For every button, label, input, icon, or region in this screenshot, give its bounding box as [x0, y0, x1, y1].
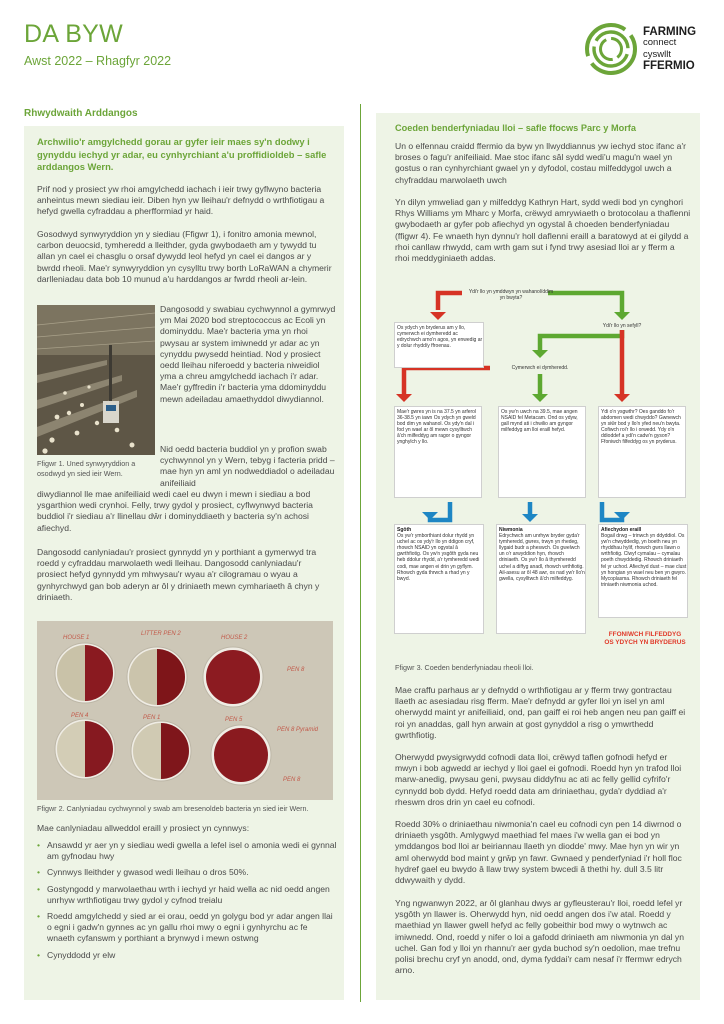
scour-text: Os yw'r ymborthiant dolur rhydd yn uchel ac os ydy'r llo yn ddigon cryf, rhowch NSAID yn ogystal â gwrthfiotig. Os yw'n ysgôth gyda neu heb ddolur rhydd, a'r tymheredd wedi codi, mae angen ei drin yn gyflym. Rhowch gyda thrwch a rhad yn y bwyd. — [397, 533, 480, 582]
key-results-list — [37, 840, 337, 966]
arrow-green-q2-yes — [540, 330, 622, 352]
right-para-4: Oherwydd pwysigrwydd cofnodi data lloi, crëwyd taflen gofnodi hefyd er mwyn i bob agwedd ar iechyd y lloi gael ei gofnodi. Roedd hyn yn trafod lloi marw-anedig, pwysau geni, pwysau diddyfnu ac ati ac felly gellid cyfrifo'r cynnydd bob dydd. Hefyd roedd data am driniaethau, gyda'r dyddiad a'r rheswm dros drin yn cael eu cofnodi. — [395, 752, 682, 807]
farming-connect-logo — [584, 22, 704, 78]
calf-decision-tree — [390, 284, 690, 657]
logo-line-1: FARMING — [643, 26, 697, 38]
page-title: DA BYW — [24, 20, 124, 48]
logo-line-3: cyswllt — [643, 49, 671, 61]
list-item: • Gostyngodd y marwolaethau wrth i iechyd yr haid wella ac nid oedd angen unrhyw wrthfiotigau trwy gydol y cyfnod treialu — [37, 884, 337, 906]
left-para-5: diwydiannol lle mae anifeiliaid wedi cael eu dwyn i mewn i siediau a bod ysgarthion wedi crynhoi. Felly, trwy gydol y prosiect, cyflwynwyd bacteria buddiol i'r siediau a'r llinellau dŵr i dominyddiaeth y bacteria sy'n achosi afiechyd. — [37, 489, 313, 533]
flow-question-2: Ydi'r llo yn sefyll? — [602, 323, 642, 329]
figure-2-caption: Ffigwr 2. Canlyniadau cychwynnol y swab am bresenoldeb bacteria yn sied ieir Wern. — [37, 804, 309, 813]
plate-label-6: PEN 5 — [225, 717, 243, 723]
flow-box-check-text: Ydi o'n ysgwthr? Oes ganddo fo'r abdomen wedi chwyddo? Gwnewch yn siŵr bod y llo'n yfed neu'n bwyta. Cofiwch roi'r llo i orwedd. Ydy o'n ddioddef a ydi'n cadw'n gyson? Ffoniwch filfeddyg os yn pryderus. — [601, 409, 681, 446]
other-text: Bogail drwg – trinwch yn ddyddiol. Os yw'n chwyddedig, yn boeth neu yn rhyddhau hylif, rhowch gwrs llawn o wrthfiotig. Clwyf cymalau – cymalau poeth chwyddedig. Rhowch driniaeth fel yr uchod. Afiechyd dust – mae clust yn hongian yn wael neu ben yn gwyro. Mycoplasma. Rhowch driniaeth fel triniaeth niwmonia uchod. — [601, 533, 687, 588]
plate-label-1: HOUSE 1 — [63, 635, 90, 641]
swab-plates-photo — [37, 621, 333, 800]
arrow-red-q1-no — [438, 293, 462, 310]
flow-question-1: Ydi'r llo yn ymddwyn yn wahanol/ddim yn bwyta? — [468, 289, 554, 302]
list-item: • Ansawdd yr aer yn y siediau wedi gwella a lefel isel o amonia wedi ei gynnal am gyfnodau hwy — [37, 840, 337, 862]
right-para-6: Yng ngwanwyn 2022, ar ôl glanhau dwys ar gyfleusterau'r lloi, roedd lefel yr ysgôth yn llawer is. Oherwydd hyn, nid oedd angen dos i'w atal. Roedd y maethiad yn llawer gwell hefyd ac felly gobeithir bod mwy o wytnwch ac imiwnedd. Ond, roedd y nifer o loi a gafodd driniaeth am niwmonia yn dal yn uchel. Gan fod y lloi yn rhannu'r aer gyda buchod sy'n oedolion, mae trefnu polisi brechu cryf yn anodd, ond, dyma fyddai'r cam nesaf i'r ffermwr edrych arno. — [395, 898, 685, 976]
right-para-5: Roedd 30% o driniaethau niwmonia'n cael eu cofnodi cyn pen 14 diwrnod o driniaeth ysgôth. Amlygwyd maethiad fel maes i'w wella gan ei bod yn ymddangos bod lloi ar beiriannau llaeth yn diodde' mwy. Mae hyn yn wir yn aml oherwydd bod maint y grŵp yn fawr. Gwnaed y penderfyniad i'r holl floc hydref gael eu bwydo â llaw trwy system bwcedi â thethi hy. dull 3.5 litr ddwywaith y dydd. — [395, 819, 682, 886]
left-para-2: Gosodwyd synwyryddion yn y siediau (Ffigwr 1), i fonitro amonia mewnol, carbon deuocsid, tymheredd a lleithder, gyda gwybodaeth am y tywydd tu allan yn cael ei chasglu o orsaf dywydd leol hefyd yn cael ei dangos ar y bwrdd rheoli. Mae'r synwyryddion yn cysylltu trwy borth LoRaWAN a chymerir darlleniadau data bob 10 munud a'u harddangos ar fwrdd rheoli ar-lein. — [37, 229, 332, 284]
flow-question-3: Cymerwch ei dymheredd. — [511, 365, 569, 371]
left-para-3: Dangosodd y swabiau cychwynnol a gymrwyd ym Mai 2020 bod streptococcus ac Ecoli yn dominyddu. Mae'r bacteria yma yn rhoi pwysau ar system imiwnedd yr adar ac yn cynyddu pwysedd heintiad. Nod y prosiect oedd lleihau niferoedd y bacteria niweidiol yma a chreu amgylchedd iachach i'r adar. Mae'r gyffredin i'r bacteria yma ddominyddu mewn adeiladau amaethyddol diwydiannol. — [160, 304, 336, 404]
flow-box-pneumonia-content — [499, 527, 585, 582]
arrow-blue-left — [430, 502, 450, 520]
logo-line-4: FFERMIO — [643, 60, 695, 72]
logo-wordmark — [643, 26, 696, 72]
pneumonia-title: Niwmonia — [499, 527, 523, 533]
list-item: • Cynnwys lleithder y gwasod wedi lleihau o dros 50%. — [37, 867, 337, 878]
left-para-1: Prif nod y prosiect yw rhoi amgylchedd iachach i ieir trwy gyflwyno bacteria anheintus mewn siediau ieir. Diben hyn yw lleihau'r defnydd o wrthfiotigau a hefyd gwella cyfraddau a pherfformiad yr haid. — [37, 184, 325, 217]
left-para-4: Nid oedd bacteria buddiol yn y profion swab cychwynnol yn y Wern, tebyg i facteria pridd – mae hyn yn aml yn nodweddiadol o adeiladau anifeiliaid — [160, 444, 335, 488]
ring-logo-icon — [584, 22, 638, 76]
pneumonia-text: Edrychwch am unrhyw bryder gyda'r tymheredd, gwres, trwyn yn rhedeg, llygaid budr a pheswch. Os gwelwch un o'r arwyddion hyn, rhowch driniaeth. Os yw'r llo â thymheredd uchel a diffyg anadl, rhowch wrthfiotig. Ail-asesu ar ôl 48 awr, os nad yw'r llo'n gwella, cysylltwch â'ch milfeddyg. — [499, 533, 585, 582]
figure-3-caption: Ffigwr 3. Coeden benderfyniadau rheoli lloi. — [395, 663, 534, 672]
other-title: Afiechydon eraill — [601, 527, 642, 533]
right-para-3: Mae craffu parhaus ar y defnydd o wrthfiotigau ar y fferm trwy gontractau llaeth ac asesiadau risg fferm. Mae'r defnydd ar gyfer lloi yn isel yn aml oherwydd maint yr anifeiliaid, ond, pan gaiff ei roi heb angen neu pan gaiff ei roi yn anaddas, gall hyn arwain at gost gynyddol a risg o ymwrthedd gwrthfiotig. — [395, 685, 686, 740]
plate-label-3: HOUSE 2 — [221, 635, 248, 641]
scour-title: Sgôth — [397, 527, 412, 533]
left-lead: Archwilio'r amgylchedd gorau ar gyfer ieir maes sy'n dodwy i gynyddu iechyd yr adar, eu cynhyrchiant a'u proffidioldeb – safle arddangos Wern. — [37, 136, 327, 173]
sensor-unit-photo — [37, 305, 155, 455]
arrow-blue-right — [602, 502, 622, 520]
right-para-1: Un o elfennau craidd ffermio da byw yn llwyddiannus yw iechyd stoc ifanc a'r broses o fagu'r anifeiliaid. Mae stoc ifanc sâl sydd wedi'u magu'n wael yn gostus o ran cynhyrchiant gwael yn y dyfodol, costau milfeddygol uwch a chyfraddau marwolaeth uwch — [395, 141, 686, 185]
figure-1-caption: Ffigwr 1. Uned synwyryddion a osodwyd yn sied ieir Wern. — [37, 459, 136, 478]
list-item: • Roedd amgylchedd y sied ar ei orau, oedd yn golygu bod yr adar angen llai o egni i gadw'n gynnes ac yn gallu rhoi mwy o egni i gynhyrchu ac fe wnaeth cyfanswm y porthiant a brynwyd i mewn ostwng — [37, 911, 337, 945]
flow-box-concern-text: Os ydych yn bryderus am y llo, cymerwch ei dymheredd ac edrychwch arno'n agos, yn enwedig ar y dolur rhydd/y ffroenau. — [397, 325, 483, 350]
call-vet-note: FFONIWCH FILFEDDYG OS YDYCH YN BRYDERUS — [604, 631, 686, 646]
plate-label-9: PEN 8 — [283, 777, 301, 783]
left-section-title: Rhwydwaith Arddangos — [24, 108, 138, 119]
left-para-7: Mae canlyniadau allweddol eraill y prosiect yn cynnwys: — [37, 823, 250, 833]
flow-box-temp-high-text: Os yw'n uwch na 39.5, mae angen NSAID fel Metacam. Ond os ydyw, gall mynd ati i chwilio am gyngor milfeddyg am lloi eraill hefyd. — [501, 409, 578, 434]
right-para-2: Yn dilyn ymweliad gan y milfeddyg Kathryn Hart, sydd wedi bod yn cynghori Rhys Williams ym Mharc y Morfa, crëwyd amrywiaeth o brotocolau a thaflenni gwybodaeth ar gyfer pob afiechyd yn ogystal â choeden benderfyniadau (ffigwr 4). Fe wnaeth hyn dynnu'r holl daflenni eraill a baratowyd at ei gilydd a rhoi canllaw rhwydd, cam wrth gam sut i fynd trwy asesiad lloi ar y fferm a rhoi meddyginiaeth addas. — [395, 197, 691, 264]
plate-label-8: PEN 8 Pyramid — [277, 727, 319, 733]
issue-date: Awst 2022 – Rhagfyr 2022 — [24, 54, 172, 68]
list-item: • Cynyddodd yr elw — [37, 950, 337, 961]
flow-box-temp-low-text: Mae'r gwres yn is na 37.5 yn arferol 36-38.5 yn iawn Os ydych yn gweld bod dim yn wahanol. Os ydy'n dal i fod yn wael ar ôl mewn cysylltwch â'ch milfeddyg am ragor o gyngor ynghylch y llo. — [397, 409, 477, 446]
logo-line-2: connect — [643, 37, 677, 49]
plate-label-2: LITTER PEN 2 — [141, 631, 181, 637]
flow-box-scour-content — [397, 527, 483, 582]
column-divider — [360, 104, 361, 1002]
plate-label-4: PEN 4 — [71, 713, 89, 719]
right-section-title: Coeden benderfyniadau lloi – safle ffocws Parc y Morfa — [395, 123, 636, 133]
left-para-6: Dangosodd canlyniadau'r prosiect gynnydd yn y porthiant a gymerwyd tra roedd y cyfraddau marwolaeth wedi lleihau. Dangosodd canlyniadau'r prosiect hefyd gynnydd ym mhwysau'r wyau a'r cilogramau o wyau a gynhyrchwyd gan bob aderyn ar ôl y driniaeth mewn cymhariaeth â chyn y driniaeth. — [37, 547, 320, 602]
flow-box-other-content — [601, 527, 687, 588]
arrow-green-q1-yes — [548, 293, 622, 314]
arrow-red-temp-low — [404, 368, 490, 396]
plate-label-7: PEN 8 — [287, 667, 305, 673]
plate-label-5: PEN 1 — [143, 715, 161, 721]
